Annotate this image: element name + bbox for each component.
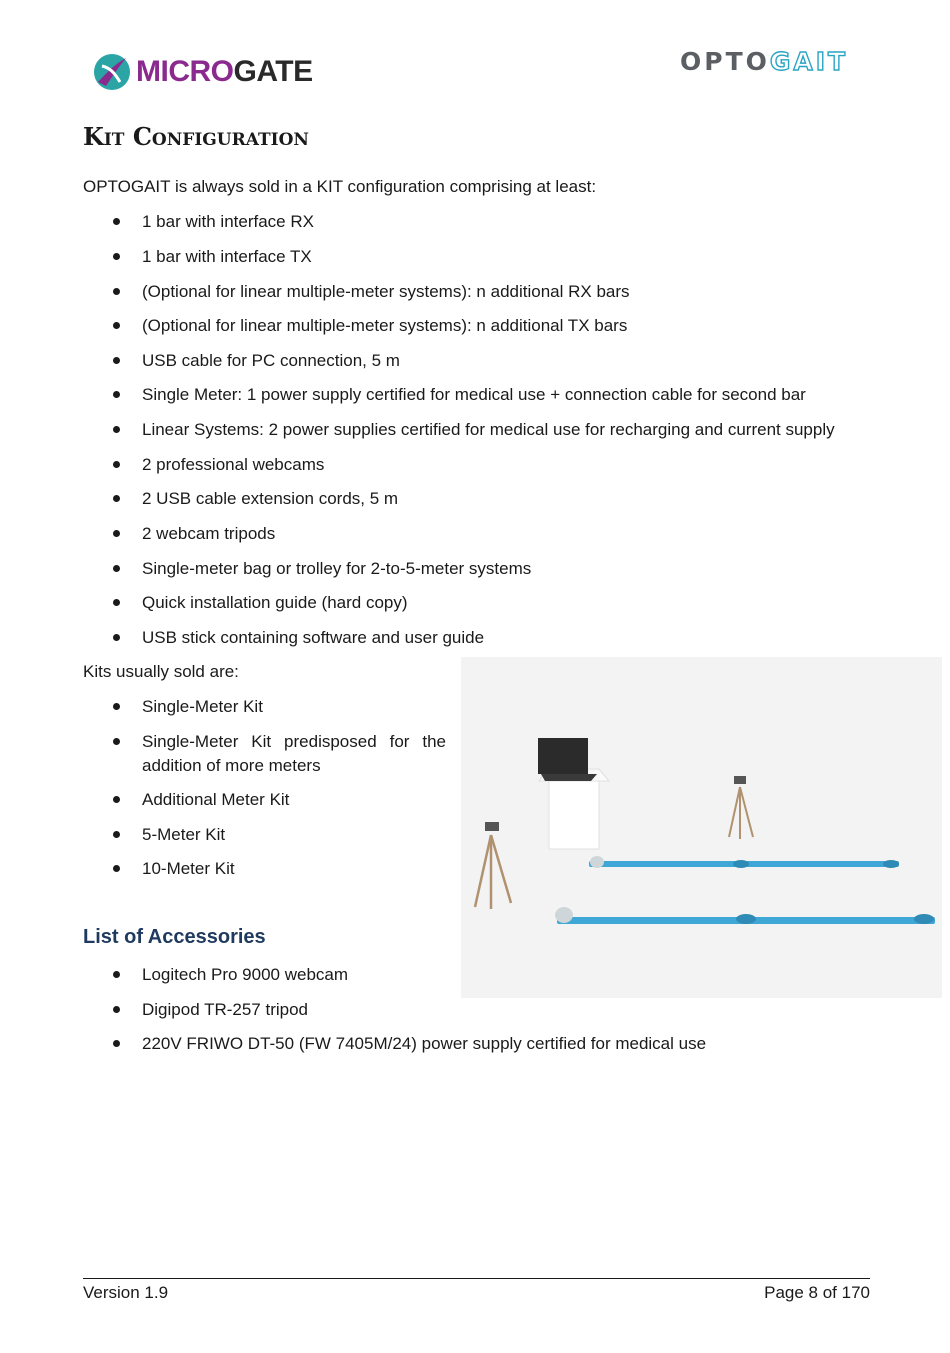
list-item-label: 2 professional webcams: [142, 455, 325, 474]
bullet-icon: [113, 565, 120, 572]
bullet-icon: [113, 288, 120, 295]
optogait-kit-photo: [461, 657, 942, 998]
bullet-icon: [113, 599, 120, 606]
footer-divider: [83, 1278, 870, 1279]
bullet-icon: [113, 461, 120, 468]
kits-intro-text: Kits usually sold are:: [83, 662, 239, 681]
microgate-logo: [92, 50, 313, 94]
footer-version: Version 1.9: [83, 1283, 169, 1302]
kit-illustration: [461, 657, 942, 998]
list-item-label: Additional Meter Kit: [142, 790, 290, 809]
list-item-label: Single-Meter Kit predisposed for the addition of more meters: [142, 732, 446, 775]
optogait-logo-text-2: GAIT: [769, 46, 849, 76]
bullet-icon: [113, 831, 120, 838]
list-item-label: Single-Meter Kit: [142, 697, 263, 716]
list-item-label: 2 USB cable extension cords, 5 m: [142, 489, 399, 508]
list-item-label: Quick installation guide (hard copy): [142, 593, 408, 612]
bullet-icon: [113, 530, 120, 537]
bullet-icon: [113, 738, 120, 745]
bullet-icon: [113, 865, 120, 872]
list-item-label: Single Meter: 1 power supply certified for medical use + connection cable for second bar: [142, 385, 806, 404]
bullet-icon: [113, 253, 120, 260]
optogait-logo-text-1: OPTO: [680, 46, 770, 76]
list-item-label: (Optional for linear multiple-meter systems): n additional TX bars: [142, 316, 628, 335]
microgate-logo-text-2: GATE: [233, 55, 313, 88]
bullet-icon: [113, 357, 120, 364]
bullet-icon: [113, 796, 120, 803]
list-item-label: USB stick containing software and user guide: [142, 628, 485, 647]
bullet-icon: [113, 391, 120, 398]
bullet-icon: [113, 218, 120, 225]
list-item-label: 2 webcam tripods: [142, 524, 276, 543]
bullet-icon: [113, 1006, 120, 1013]
list-item-label: Digipod TR-257 tripod: [142, 1000, 308, 1019]
bullet-icon: [113, 971, 120, 978]
bullet-icon: [113, 703, 120, 710]
microgate-swirl-icon: [92, 52, 132, 92]
page-title: Kit Configuration: [83, 122, 309, 151]
footer-page-number: Page 8 of 170: [764, 1283, 870, 1302]
list-item-label: Logitech Pro 9000 webcam: [142, 965, 349, 984]
list-item-label: Single-meter bag or trolley for 2-to-5-meter systems: [142, 559, 532, 578]
optogait-logo: [680, 48, 848, 74]
list-item-label: USB cable for PC connection, 5 m: [142, 351, 400, 370]
bullet-icon: [113, 426, 120, 433]
list-item-label: 220V FRIWO DT-50 (FW 7405M/24) power supply certified for medical use: [142, 1034, 707, 1053]
bullet-icon: [113, 1040, 120, 1047]
bullet-icon: [113, 322, 120, 329]
list-item-label: Linear Systems: 2 power supplies certified for medical use for recharging and current supply: [142, 420, 835, 439]
accessories-heading: List of Accessories: [83, 926, 266, 948]
bullet-icon: [113, 495, 120, 502]
list-item-label: (Optional for linear multiple-meter systems): n additional RX bars: [142, 282, 630, 301]
list-item-label: 1 bar with interface TX: [142, 247, 312, 266]
bullet-icon: [113, 634, 120, 641]
intro-text: OPTOGAIT is always sold in a KIT configuration comprising at least:: [83, 177, 597, 196]
list-item-label: 5-Meter Kit: [142, 825, 226, 844]
microgate-logo-text-1: MICRO: [136, 55, 234, 88]
list-item-label: 1 bar with interface RX: [142, 212, 314, 231]
list-item-label: 10-Meter Kit: [142, 859, 235, 878]
